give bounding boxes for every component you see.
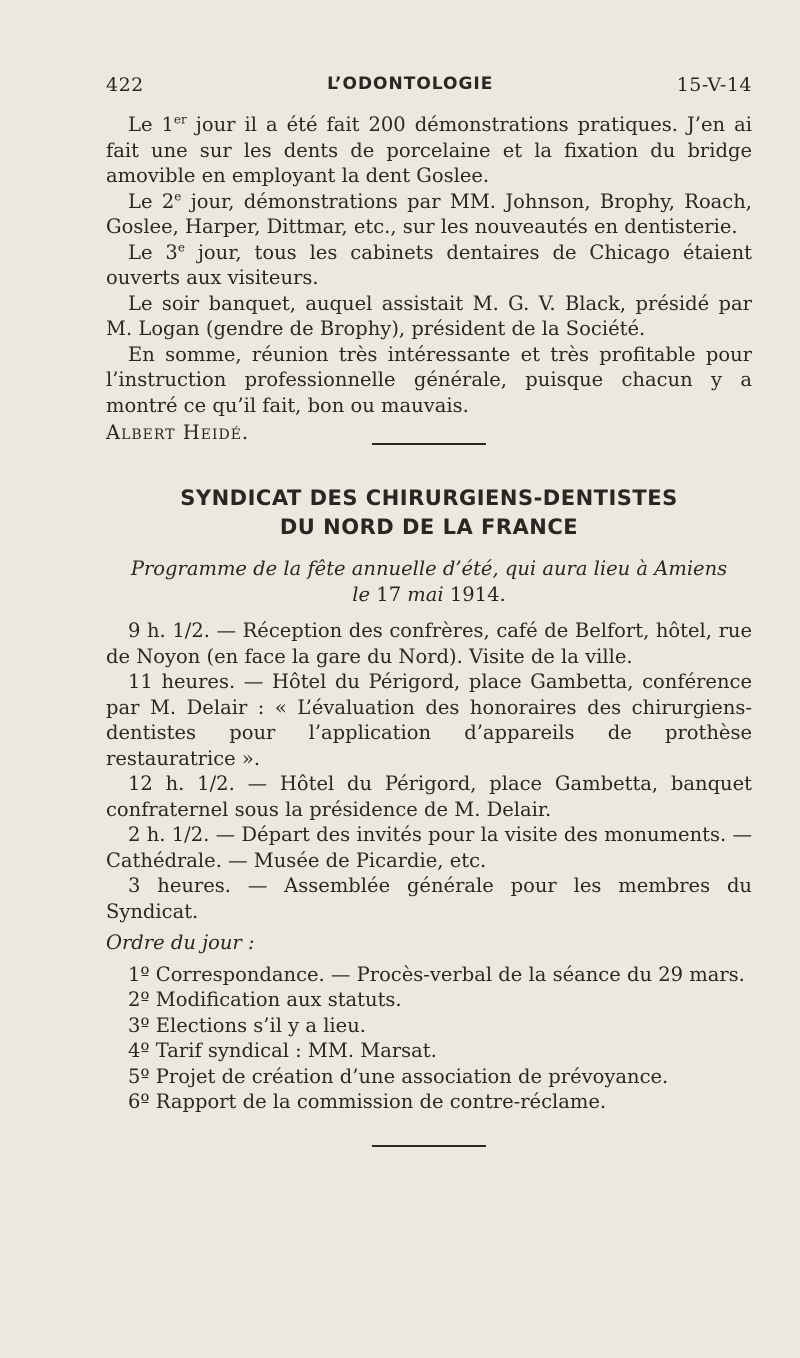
- running-head: [106, 74, 752, 96]
- schedule-item: 12 h. 1/2. — Hôtel du Périgord, place Gambetta, banquet confraternel sous la présidence de M. Delair.: [106, 772, 752, 821]
- paragraph: En somme, réunion très intéressante et très profitable pour l’instruction professionnelle générale, puisque chacun y a montré ce qu’il fait, bon ou mauvais.: [106, 342, 752, 417]
- section-heading: [106, 484, 752, 542]
- agenda-item: 1º Correspondance. — Procès-verbal de la séance du 29 mars.: [128, 962, 745, 986]
- paragraph: Le soir banquet, auquel assistait M. G. V. Black, présidé par M. Logan (gendre de Brophy), président de la Société.: [106, 291, 752, 340]
- agenda-item: 6º Rapport de la commission de contre-réclame.: [128, 1090, 607, 1113]
- agenda-item: 4º Tarif syndical : MM. Marsat.: [128, 1039, 437, 1062]
- heading-line-2: DU NORD DE LA FRANCE: [279, 515, 579, 539]
- programme-line-2: le 17 mai 1914.: [352, 583, 506, 606]
- end-divider: [372, 1145, 486, 1147]
- schedule-item: 11 heures. — Hôtel du Périgord, place Gambetta, conférence par M. Delair : « L’évaluation des honoraires des chirurgiens-dentistes pour l’application d’appareils de prothèse restauratrice ».: [106, 670, 752, 770]
- section-divider: [372, 443, 486, 445]
- paragraph: Le 1er jour il a été fait 200 démonstrations pratiques. J’en ai fait une sur les dents de porcelaine et la fixation du bridge amovible en employant la dent Goslee.: [106, 112, 752, 187]
- article-body: [106, 112, 752, 446]
- schedule: [106, 618, 752, 1115]
- order-of-the-day-title: Ordre du jour :: [106, 931, 255, 954]
- paragraph: Le 2e jour, démonstrations par MM. Johnson, Brophy, Roach, Goslee, Harper, Dittmar, etc., sur les nouveautés en dentisterie.: [106, 189, 752, 238]
- page-number: 422: [106, 74, 144, 96]
- agenda-item: 5º Projet de création d’une association de prévoyance.: [128, 1064, 669, 1088]
- agenda-list: [106, 962, 752, 1115]
- agenda-item: 3º Elections s’il y a lieu.: [128, 1013, 366, 1037]
- schedule-item: 3 heures. — Assemblée générale pour les membres du Syndicat.: [106, 874, 752, 923]
- agenda-item: 2º Modification aux statuts.: [128, 988, 402, 1011]
- journal-title: L’ODONTOLOGIE: [327, 74, 494, 94]
- issue-date: 15-V-14: [676, 74, 752, 96]
- programme-line-1: Programme de la fête annuelle d’été, qui aura lieu à Amiens: [130, 557, 728, 580]
- author-signature: Albert Heidé.: [106, 421, 250, 444]
- paragraph: Le 3e jour, tous les cabinets dentaires de Chicago étaient ouverts aux visiteurs.: [106, 240, 752, 289]
- schedule-item: 2 h. 1/2. — Départ des invités pour la visite des monuments. — Cathédrale. — Musée de Picardie, etc.: [106, 823, 752, 872]
- heading-line-1: SYNDICAT DES CHIRURGIENS-DENTISTES: [180, 486, 678, 510]
- schedule-item: 9 h. 1/2. — Réception des confrères, café de Belfort, hôtel, rue de Noyon (en face la gare du Nord). Visite de la ville.: [106, 619, 752, 668]
- programme-title: [106, 556, 752, 608]
